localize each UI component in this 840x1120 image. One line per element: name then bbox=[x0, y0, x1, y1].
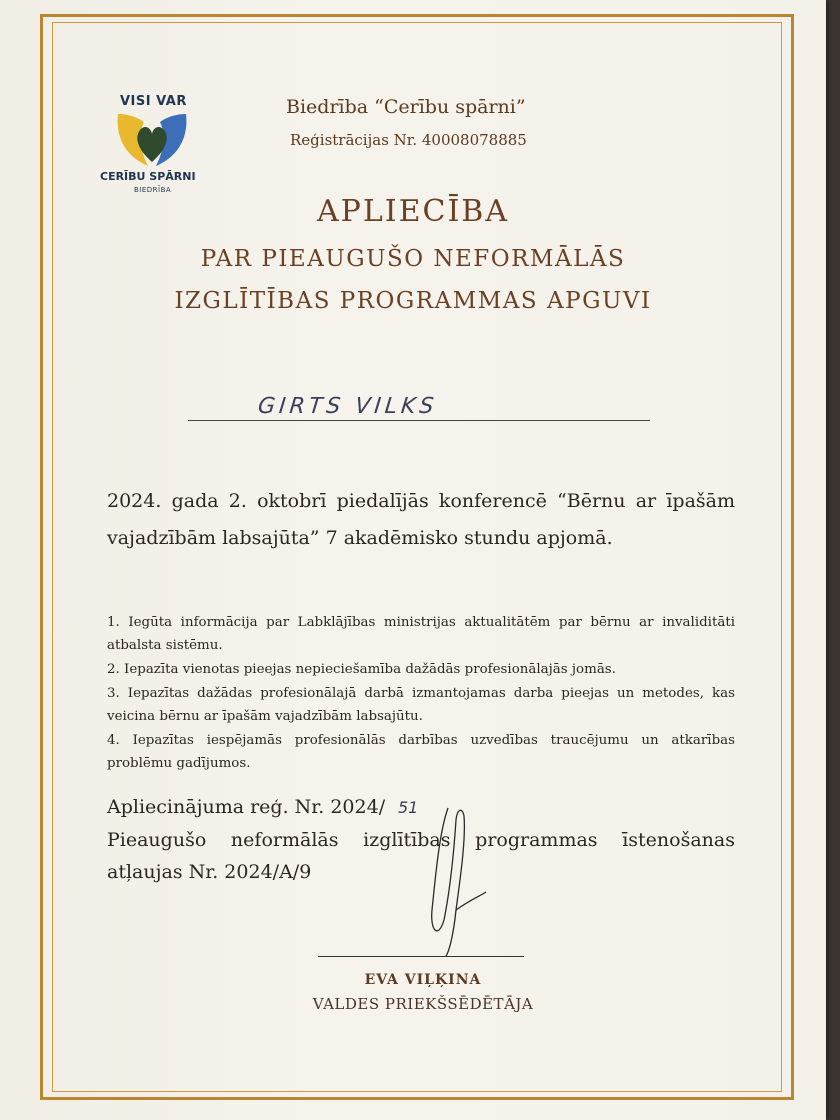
outcome-item: 3. Iepazītas dažādas profesionālajā darbā izmantojamas darba pieejas un metodes, kas veicina bērnu ar īpašām vajadzībām labsajūtu. bbox=[107, 686, 735, 724]
outcome-item: 2. Iepazīta vienotas pieejas nepieciešamība dažādās profesionālajās jomās. bbox=[107, 662, 616, 677]
certificate-subtitle-line2: IZGLĪTĪBAS PROGRAMMAS APGUVI bbox=[174, 288, 652, 314]
certificate-subtitle-line1: PAR PIEAUGUŠO NEFORMĀLĀS bbox=[200, 246, 626, 272]
signatory-role: VALDES PRIEKŠSĒDĒTĀJA bbox=[312, 995, 534, 1013]
logo-top-text: VISI VAR bbox=[120, 94, 187, 109]
signature-line bbox=[318, 956, 524, 957]
outcome-item: 4. Iepazītas iespējamās profesionālās darbības uzvedības traucējumu un atkarības problēmu gadījumos. bbox=[107, 733, 735, 771]
organization-logo bbox=[98, 88, 208, 208]
handwritten-registration-number: 51 bbox=[398, 798, 419, 817]
logo-name: CERĪBU SPĀRNI bbox=[100, 170, 196, 183]
logo-subtext: BIEDRĪBA bbox=[134, 186, 172, 194]
heart-wings-icon bbox=[114, 110, 190, 170]
signature bbox=[410, 800, 500, 960]
outcomes-list bbox=[107, 611, 735, 776]
program-permit: Pieaugušo neformālās izglītības programmas īstenošanas atļaujas Nr. 2024/A/9 bbox=[107, 829, 735, 883]
recipient-name: GIRTS VILKS bbox=[256, 394, 439, 419]
organization-registration: Reģistrācijas Nr. 40008078885 bbox=[290, 131, 527, 149]
certificate-registration-number: Apliecinājuma reģ. Nr. 2024/ bbox=[107, 796, 386, 818]
outcome-item: 1. Iegūta informācija par Labklājības ministrijas aktualitātēm par bērnu ar invaliditāti atbalsta sistēmu. bbox=[107, 615, 735, 653]
recipient-name-line bbox=[188, 420, 650, 421]
attendance-statement: 2024. gada 2. oktobrī piedalījās konferencē “Bērnu ar īpašām vajadzībām labsajūta” 7 akadēmisko stundu apjomā. bbox=[107, 490, 735, 549]
certificate-title: APLIECĪBA bbox=[316, 194, 510, 229]
signatory-name: EVA VIĻĶINA bbox=[364, 972, 482, 988]
organization-name: Biedrība “Cerību spārni” bbox=[286, 96, 526, 118]
